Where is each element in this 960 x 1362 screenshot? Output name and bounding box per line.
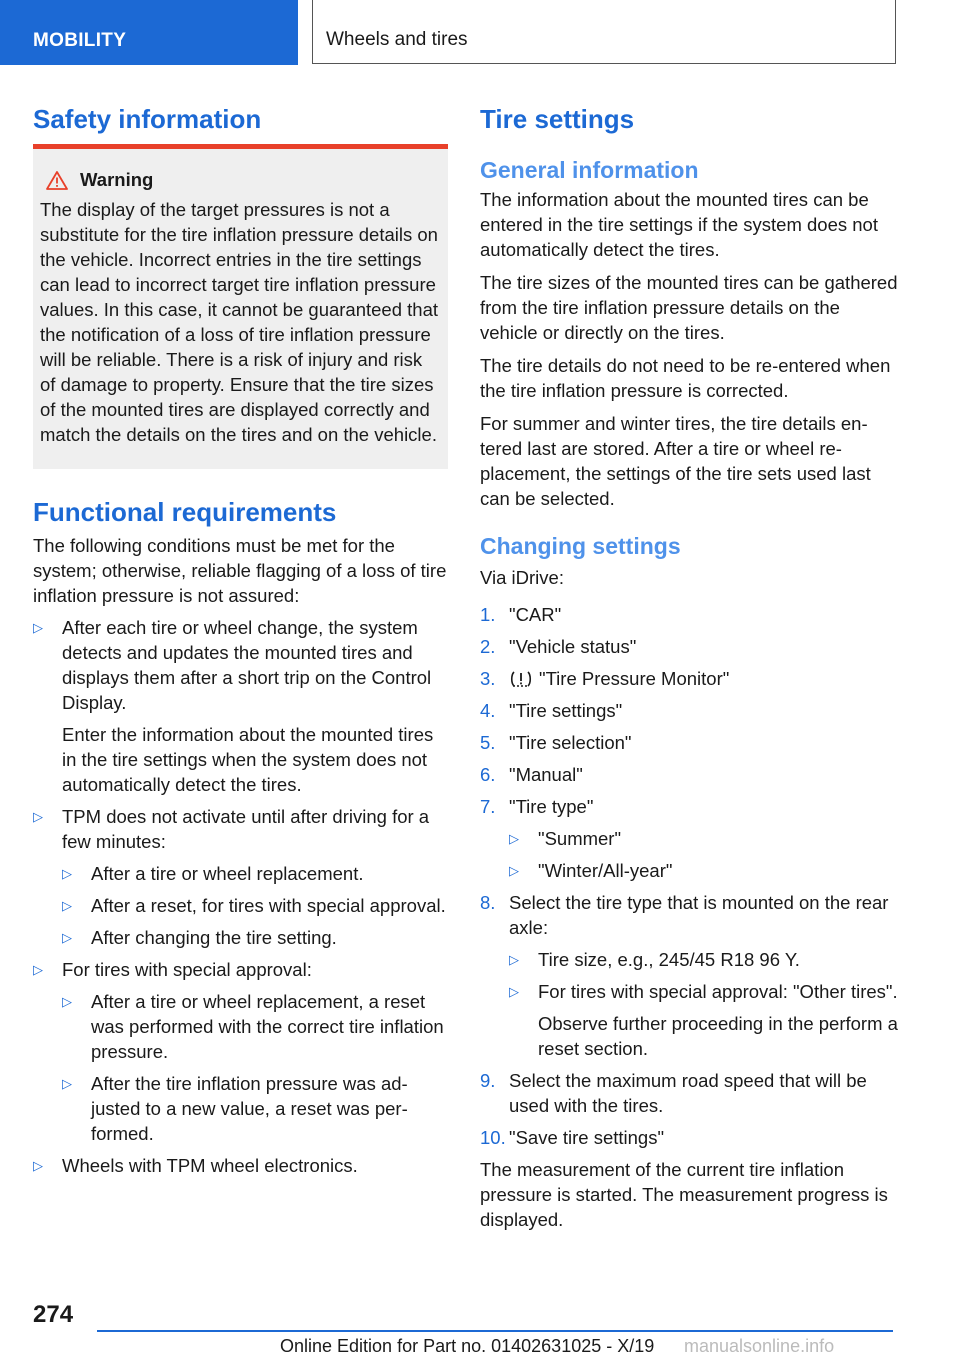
triangle-bullet-icon: ▷ <box>62 866 72 881</box>
warning-label: Warning <box>80 169 154 190</box>
list-item: 1. "CAR" <box>480 604 562 625</box>
paragraph: For summer and winter tires, the tire details entered last are stored. After a tire or wheel replacement, the settings of the tire sets used last can be selected. <box>480 413 871 509</box>
list-item: ▷ TPM does not activate until after driving for a few minutes: ▷ After a tire or wheel replacement. ▷ After a reset, for tires with special approval. ▷ After changing the tire setting. <box>33 804 448 950</box>
sub-list-item: ▷ For tires with special approval: "Other tires". Observe further proceeding in the perform a reset section. <box>509 981 898 1059</box>
triangle-bullet-icon: ▷ <box>62 898 72 913</box>
triangle-bullet-icon: ▷ <box>509 952 519 967</box>
page-number: 274 <box>33 1301 74 1328</box>
steps-list <box>480 602 900 1150</box>
section-tab <box>0 0 298 65</box>
list-item: 7. "Tire type" ▷ "Summer" ▷ "Winter/All-year" <box>480 794 900 883</box>
tire-settings-heading: Tire settings <box>480 104 635 134</box>
triangle-bullet-icon: ▷ <box>62 994 72 1009</box>
sub-list-item: ▷ After the tire inflation pressure was adjusted to a new value, a reset was performed. <box>62 1073 408 1144</box>
sub-list-item: ▷ After a tire or wheel replacement, a reset was performed with the correct tire inflation pressure. <box>62 991 444 1062</box>
list-item: ▷ For tires with special approval: ▷ After a tire or wheel replacement, a reset was performed with the correct tire inflation pressure. ▷ After the tire inflation pressure was adjusted to a new value, a reset was performed. <box>33 957 448 1146</box>
sub-list-item: ▷ After changing the tire setting. <box>62 927 337 948</box>
footer-divider <box>97 1330 893 1332</box>
footer-edition: Online Edition for Part no. 01402631025 - X/19 <box>280 1336 655 1356</box>
list-item: 5. "Tire selection" <box>480 732 632 753</box>
paragraph: The information about the mounted tires can be entered in the tire settings if the system does not automatically detect the tires. <box>480 189 878 260</box>
chapter-tab <box>312 0 896 64</box>
warning-box <box>33 144 448 469</box>
functional-intro: The following conditions must be met for the system; otherwise, reliable flagging of a loss of tire inflation pressure is not assured: <box>33 535 447 606</box>
left-column <box>33 100 448 1178</box>
warning-text: The display of the target pressures is not a substitute for the tire inflation pressure details on the vehicle. Incorrect entries in the tire settings can lead to incorrect target tire inflation pressure values. In this case, it cannot be guaranteed that the notification of a loss of tire inflation pressure will be reliable. There is a risk of injury and risk of damage to property. Ensure that the tire sizes of the mounted tires are displayed correctly and match the details on the tires and on the vehicle. <box>40 199 439 445</box>
sub-list-item: ▷ "Winter/All-year" <box>509 860 673 881</box>
triangle-bullet-icon: ▷ <box>33 962 43 977</box>
list-item: 8. Select the tire type that is mounted on the rear axle: ▷ Tire size, e.g., 245/45 R18 96 Y. ▷ For tires with special approval: "Other tires". Observe further proceeding in the perform a reset section. <box>480 890 900 1061</box>
via-idrive: Via iDrive: <box>480 567 564 588</box>
sub-list-item: ▷ Tire size, e.g., 245/45 R18 96 Y. <box>509 949 800 970</box>
triangle-bullet-icon: ▷ <box>509 863 519 878</box>
chapter-title: Wheels and tires <box>326 29 468 50</box>
paragraph: The tire sizes of the mounted tires can be gathered from the tire inflation pressure details on the vehicle or directly on the tires. <box>480 272 898 343</box>
right-column <box>480 100 900 1232</box>
functional-heading: Functional requirements <box>33 497 337 527</box>
closing-paragraph: The measurement of the current tire inflation pressure is started. The measurement progress is displayed. <box>480 1159 888 1230</box>
list-item: ▷ After each tire or wheel change, the system detects and updates the mounted tires and displays them after a short trip on the Control Display. Enter the information about the mounted tires in the tire settings when the system does not automatically detect the tires. <box>33 617 434 795</box>
sub-list-item: ▷ After a reset, for tires with special approval. <box>62 895 446 916</box>
triangle-bullet-icon: ▷ <box>33 809 43 824</box>
triangle-bullet-icon: ▷ <box>33 1158 43 1173</box>
triangle-bullet-icon: ▷ <box>33 620 43 635</box>
sub-list-item: ▷ After a tire or wheel replacement. <box>62 863 364 884</box>
paragraph: The tire details do not need to be re-entered when the tire inflation pressure is corrected. <box>480 355 891 401</box>
list-item: ▷ Wheels with TPM wheel electronics. <box>33 1155 358 1176</box>
triangle-bullet-icon: ▷ <box>62 1076 72 1091</box>
changing-settings-heading: Changing settings <box>480 533 681 559</box>
sub-list-item: ▷ "Summer" <box>509 828 622 849</box>
watermark-text: manualsonline.info <box>684 1336 835 1356</box>
list-item: 4. "Tire settings" <box>480 700 623 721</box>
list-item: 9. Select the maximum road speed that will be used with the tires. <box>480 1070 867 1116</box>
section-title: MOBILITY <box>33 30 127 51</box>
general-info-heading: General information <box>480 157 699 183</box>
list-item: 3. "Tire Pressure Monitor" <box>480 668 730 689</box>
requirements-list <box>33 615 448 1178</box>
triangle-bullet-icon: ▷ <box>509 984 519 999</box>
list-item: 6. "Manual" <box>480 764 583 785</box>
warning-triangle-icon <box>46 171 68 190</box>
list-item: 10. "Save tire settings" <box>480 1127 665 1148</box>
list-item: 2. "Vehicle status" <box>480 636 637 657</box>
triangle-bullet-icon: ▷ <box>509 831 519 846</box>
tire-pressure-warning-icon <box>509 669 533 689</box>
triangle-bullet-icon: ▷ <box>62 930 72 945</box>
safety-heading: Safety information <box>33 104 262 134</box>
